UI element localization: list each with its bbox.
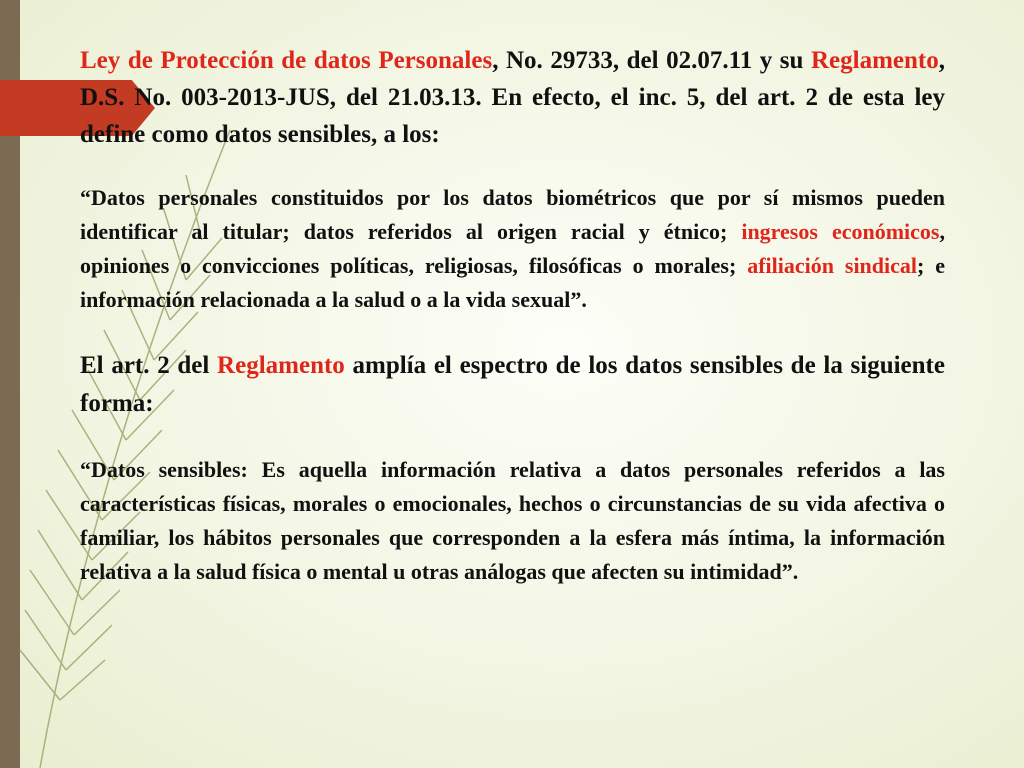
quote-datos-personales — [80, 181, 945, 317]
reglamento-highlight: Reglamento — [810, 47, 939, 74]
law-title: Ley de Protección de datos Personales — [80, 47, 493, 74]
ingresos-highlight: ingresos económicos — [741, 219, 940, 244]
reglamento-highlight-2: Reglamento — [217, 352, 345, 379]
quote1-text-2: , opiniones o convicciones políticas, religiosas, filosóficas o morales; — [80, 219, 945, 278]
quote1-text-1: “Datos personales constituidos por los datos biométricos que por sí mismos pueden identificar al titular; datos referidos al origen racial y étnico; — [80, 185, 945, 244]
intro-text-2: , D.S. No. 003-2013-JUS, del 21.03.13. En efecto, el inc. 5, del art. 2 de esta ley define como datos sensibles, a los: — [80, 47, 945, 148]
intro-text-1: , No. 29733, del 02.07.11 y su — [492, 47, 811, 74]
slide-content — [80, 42, 945, 589]
art2-text-1: El art. 2 del — [80, 352, 218, 379]
art2-paragraph — [80, 347, 945, 423]
quote2-text: “Datos sensibles: Es aquella información relativa a datos personales referidos a las características físicas, morales o emocionales, hechos o circunstancias de su vida afectiva o familiar, los hábitos personales que corresponden a la esfera más íntima, la información relativa a la salud física o mental u otras análogas que afecten su intimidad”. — [80, 457, 945, 584]
quote1-text-3: ; e información relacionada a la salud o a la vida sexual”. — [80, 253, 945, 312]
intro-paragraph — [80, 42, 945, 153]
afiliacion-highlight: afiliación sindical — [747, 253, 918, 278]
quote-datos-sensibles — [80, 453, 945, 589]
art2-text-2: amplía el espectro de los datos sensibles de la siguiente forma: — [80, 352, 945, 417]
